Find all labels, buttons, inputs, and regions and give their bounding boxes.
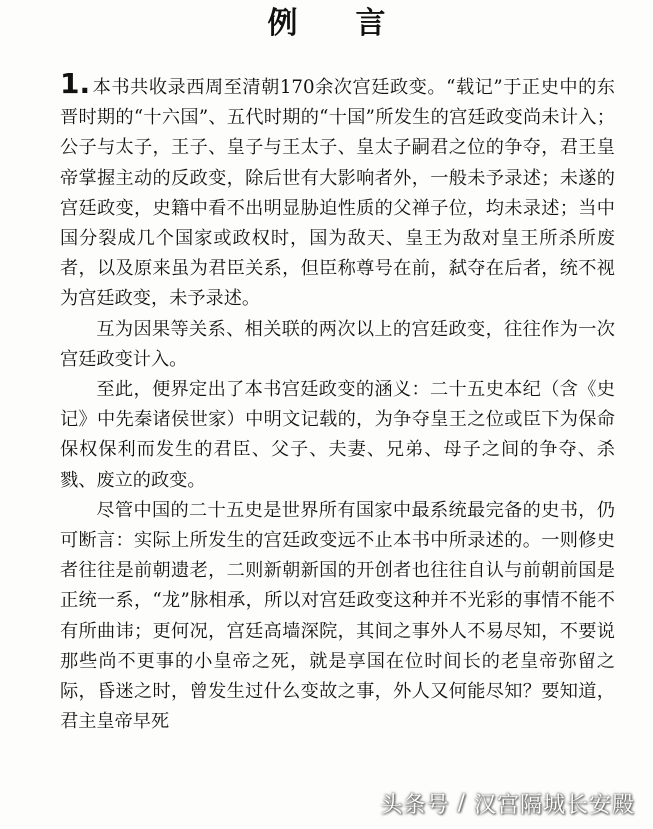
watermark xyxy=(381,788,635,819)
paragraph-4: 尽管中国的二十五史是世界所有国家中最系统最完备的史书，仍可断言：实际上所发生的宫廷政变远不止本书中所录述的。一则修史者往往是前朝遗老，二则新朝新国的开创者也往往自认与前朝前国是正统一系，“龙”脉相承，所以对宫廷政变这种并不光彩的事情不能不有所曲讳；更何况，宫廷高墙深院，其间之事外人不易尽知，不要说那些尚不更事的小皇帝之死，就是享国在位时间长的老皇帝弥留之际，昏迷之时，曾发生过什么变故之事，外人又何能尽知？要知道，君主皇帝早死 xyxy=(60,499,615,733)
watermark-source: 头条号 xyxy=(380,793,450,818)
paragraph-2: 互为因果等关系、相关联的两次以上的宫廷政变，往往作为一次宫廷政变计入。 xyxy=(60,318,615,370)
paragraph-number: 1. xyxy=(60,67,91,100)
page-title: 例言 xyxy=(267,6,444,41)
watermark-author: 汉宫隔城长安殿 xyxy=(473,793,635,818)
paragraph-1-text: 本书共收录西周至清朝170余次宫廷政变。“载记”于正史中的东晋时期的“十六国”、五代时期的“十国”所发生的宫廷政变尚未计入；公子与太子，王子、皇子与王太子、皇太子嗣君之位的争夺，君王皇帝掌握主动的反政变，除后世有大影响者外，一般未予录述；未遂的宫廷政变，史籍中看不出明显胁迫性质的父禅子位，均未录述；当中国分裂成几个国家或政权时，国为敌天、皇王为敌对皇王所杀所废者，以及原来虽为君臣关系，但臣称尊号在前，弑夺在后者，统不视为宫廷政变，未予录述。 xyxy=(60,77,615,310)
paragraph-1 xyxy=(60,67,615,315)
body-text xyxy=(60,67,615,737)
watermark-separator: / xyxy=(457,791,466,816)
paragraph-3: 至此，便界定出了本书宫廷政变的涵义：二十五史本纪（含《史记》中先秦诸侯世家）中明文记载的，为争夺皇王之位或臣下为保命保权保利而发生的君臣、父子、夫妻、兄弟、母子之间的争夺、杀戮、废立的政变。 xyxy=(60,379,615,491)
